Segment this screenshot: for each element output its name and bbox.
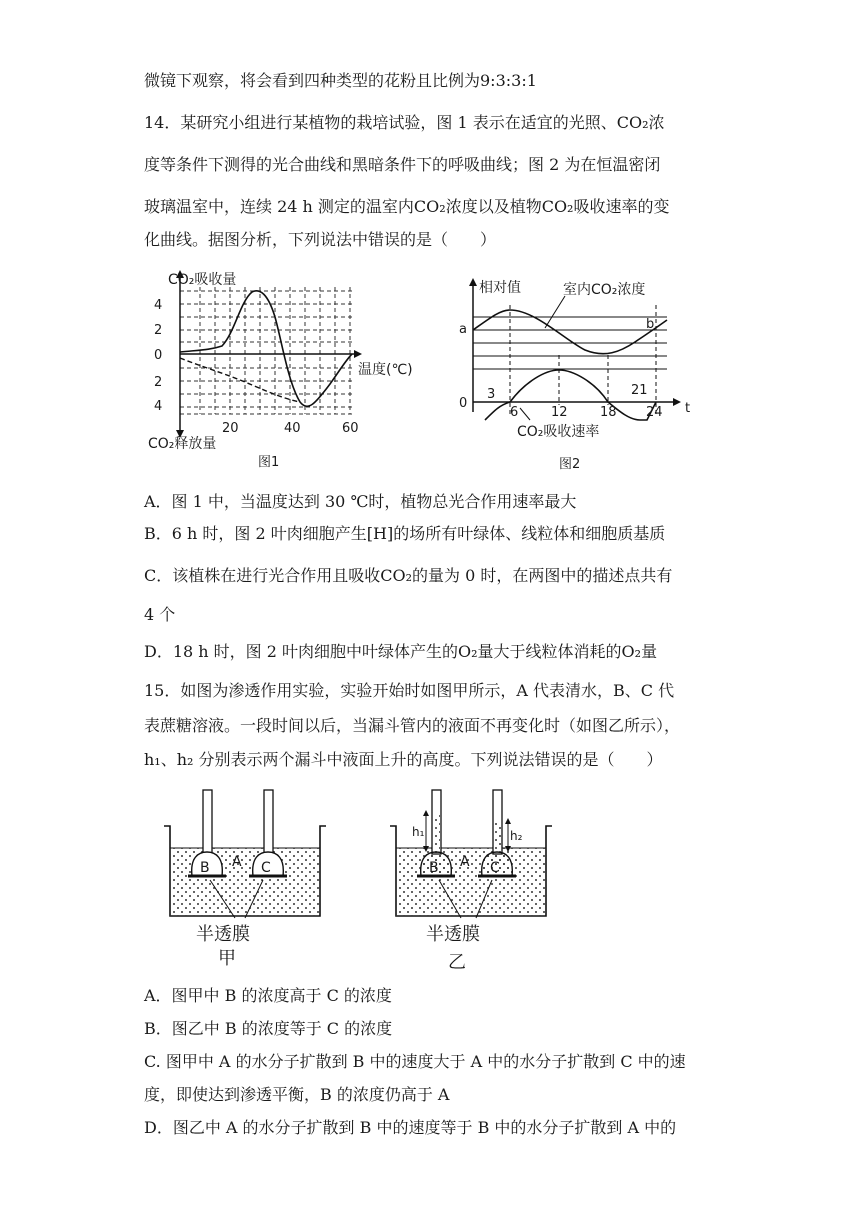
fig2-zero: 0 bbox=[459, 396, 468, 411]
fig2-xtick-3: 3 bbox=[487, 387, 496, 402]
photosynthesis-curve bbox=[180, 291, 352, 406]
respiration-curve bbox=[180, 358, 300, 402]
fig1-xtick-40: 40 bbox=[284, 421, 301, 436]
fig1-xtick-60: 60 bbox=[342, 421, 359, 436]
yi-label-a: A bbox=[460, 854, 470, 870]
fig1-ytick-2: 2 bbox=[154, 323, 163, 338]
q15-option-b: B．图乙中 B 的浓度等于 C 的浓度 bbox=[144, 1019, 393, 1038]
jia-label-b: B bbox=[200, 860, 210, 876]
question-14-stem-line2: 度等条件下测得的光合曲线和黑暗条件下的呼吸曲线；图 2 为在恒温密闭 bbox=[144, 155, 661, 174]
fig1-xlabel: 温度(℃) bbox=[358, 362, 413, 378]
fig2-rate-label: CO₂吸收速率 bbox=[517, 424, 600, 440]
yi-caption: 乙 bbox=[448, 952, 466, 973]
q15-option-c-line2: 度，即使达到渗透平衡，B 的浓度仍高于 A bbox=[144, 1085, 450, 1104]
q14-option-a: A．图 1 中，当温度达到 30 ℃时，植物总光合作用速率最大 bbox=[144, 492, 577, 511]
q14-option-c-line1: C．该植株在进行光合作用且吸收CO₂的量为 0 时，在两图中的描述点共有 bbox=[144, 566, 673, 585]
q14-option-c-line2: 4 个 bbox=[144, 605, 176, 624]
fig2-xtick-6: 6 bbox=[510, 405, 519, 420]
jia-label-c: C bbox=[261, 860, 271, 876]
text-line-continuation: 微镜下观察，将会看到四种类型的花粉且比例为9:3:3:1 bbox=[144, 71, 537, 90]
question-14-stem-line3: 玻璃温室中，连续 24 h 测定的温室内CO₂浓度以及植物CO₂吸收速率的变 bbox=[144, 197, 670, 216]
question-15-stem-line3: h₁、h₂ 分别表示两个漏斗中液面上升的高度。下列说法错误的是（ ） bbox=[144, 750, 663, 769]
yi-label-h1: h₁ bbox=[412, 825, 425, 839]
q15-option-a: A．图甲中 B 的浓度高于 C 的浓度 bbox=[144, 986, 392, 1005]
fig1-ytick-neg2: 2 bbox=[154, 375, 163, 390]
yi-label-b: B bbox=[429, 860, 439, 876]
fig2-tlabel: t bbox=[685, 401, 691, 416]
question-14-stem-line4: 化曲线。据图分析，下列说法中错误的是（ ） bbox=[144, 230, 497, 249]
q14-option-d: D．18 h 时，图 2 叶肉细胞中叶绿体产生的O₂量大于线粒体消耗的O₂量 bbox=[144, 642, 658, 661]
fig2-xtick-24: 24 bbox=[646, 405, 663, 420]
jia-membrane-label: 半透膜 bbox=[196, 924, 250, 945]
fig2-mark-b: b bbox=[646, 317, 655, 332]
fig2-xtick-18: 18 bbox=[600, 405, 617, 420]
yi-label-c: C bbox=[490, 860, 500, 876]
fig1-ytick-0: 0 bbox=[154, 348, 163, 363]
fig1-caption: 图1 bbox=[258, 455, 280, 470]
jia-label-a: A bbox=[232, 854, 242, 870]
question-15-stem-line1: 15．如图为渗透作用实验，实验开始时如图甲所示，A 代表清水，B、C 代 bbox=[144, 681, 675, 700]
fig1-ylabel-bottom: CO₂释放量 bbox=[148, 436, 217, 452]
fig1-ytick-neg4: 4 bbox=[154, 399, 163, 414]
fig1-ylabel-top: CO₂吸收量 bbox=[168, 272, 237, 288]
fig2-mark-a: a bbox=[459, 322, 467, 337]
figure-1-photosynthesis-respiration bbox=[140, 262, 430, 472]
fig2-xtick-21: 21 bbox=[631, 383, 648, 398]
jia-caption: 甲 bbox=[218, 948, 236, 968]
figure-osmosis-yi bbox=[386, 786, 556, 976]
fig2-ylabel: 相对值 bbox=[479, 280, 521, 296]
fig2-xtick-12: 12 bbox=[551, 405, 568, 420]
yi-label-h2: h₂ bbox=[510, 829, 523, 843]
question-15-stem-line2: 表蔗糖溶液。一段时间以后，当漏斗管内的液面不再变化时（如图乙所示）， bbox=[144, 716, 681, 735]
figure-2-greenhouse-co2 bbox=[455, 270, 705, 480]
fig2-series-label: 室内CO₂浓度 bbox=[563, 282, 646, 298]
yi-membrane-label: 半透膜 bbox=[426, 924, 480, 945]
figure-osmosis-jia bbox=[160, 786, 330, 968]
fig1-ytick-4: 4 bbox=[154, 298, 163, 313]
fig2-caption: 图2 bbox=[559, 457, 581, 472]
q14-option-b: B．6 h 时，图 2 叶肉细胞产生[H]的场所有叶绿体、线粒体和细胞质基质 bbox=[144, 524, 666, 543]
fig1-xtick-20: 20 bbox=[222, 421, 239, 436]
q15-option-d: D．图乙中 A 的水分子扩散到 B 中的速度等于 B 中的水分子扩散到 A 中的 bbox=[144, 1118, 677, 1137]
question-14-stem-line1: 14．某研究小组进行某植物的栽培试验，图 1 表示在适宜的光照、CO₂浓 bbox=[144, 113, 665, 132]
q15-option-c-line1: C. 图甲中 A 的水分子扩散到 B 中的速度大于 A 中的水分子扩散到 C 中的速 bbox=[144, 1052, 686, 1071]
